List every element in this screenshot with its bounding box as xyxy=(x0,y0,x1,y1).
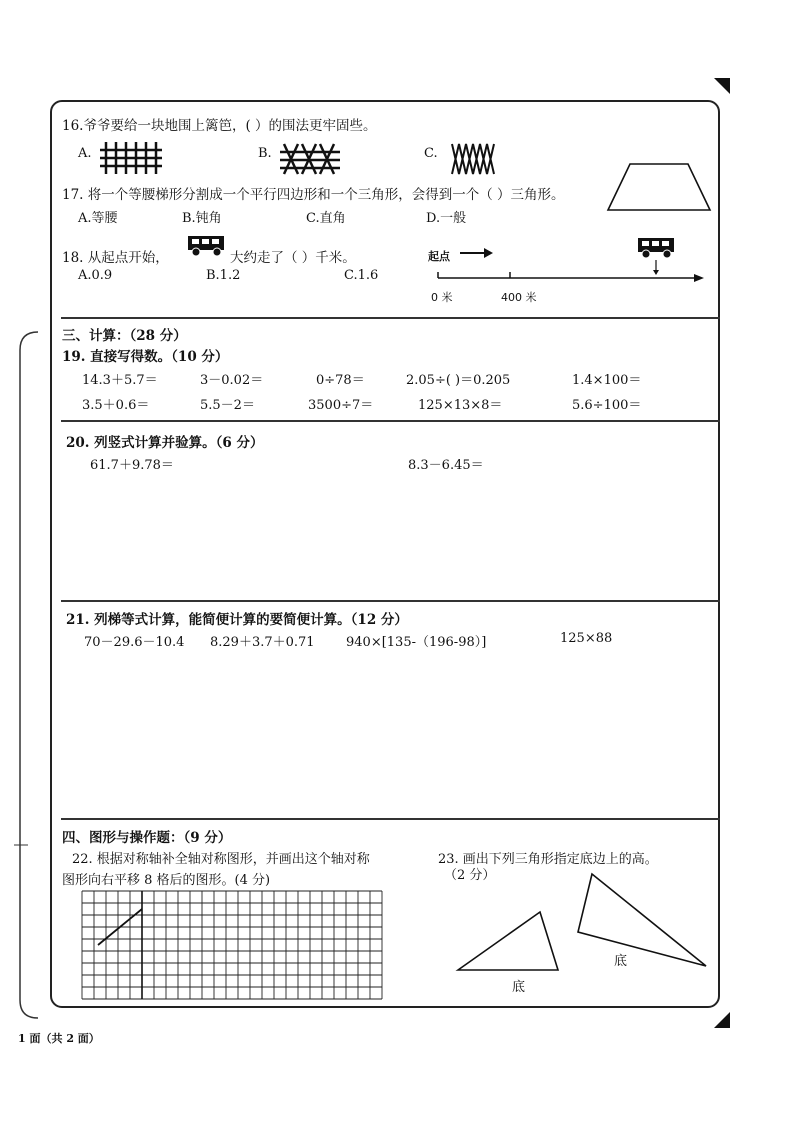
q20-item2: 8.3－6.45＝ xyxy=(408,458,484,473)
divider-2 xyxy=(61,420,720,422)
trapezoid-figure xyxy=(606,162,712,212)
triangle-2 xyxy=(574,870,710,970)
q19-row1-item1: 14.3＋5.7＝ xyxy=(82,373,158,388)
q19-row2-item2: 5.5－2＝ xyxy=(200,398,255,413)
q20-title: 20. 列竖式计算并验算。（6 分） xyxy=(66,435,264,451)
q19-row2-item4: 125×13×8＝ xyxy=(418,398,503,413)
divider-4 xyxy=(61,818,720,820)
q21-item1: 70－29.6－10.4 xyxy=(84,635,185,650)
q17-option-b: B.钝角 xyxy=(182,211,222,226)
q18-option-a: A.0.9 xyxy=(78,268,113,283)
q17-text: 17. 将一个等腰梯形分割成一个平行四边形和一个三角形，会得到一个（ ）三角形。 xyxy=(62,187,565,203)
q21-item4: 125×88 xyxy=(560,631,613,646)
q16-option-a: A. xyxy=(78,146,92,161)
tick-400-label: 400 米 xyxy=(501,291,537,304)
section4-title: 四、图形与操作题：（9 分） xyxy=(62,830,232,846)
car-icon-on-line xyxy=(636,234,678,260)
q19-row1-item3: 0÷78＝ xyxy=(316,373,365,388)
q17-option-a: A.等腰 xyxy=(78,211,118,226)
q20-item1: 61.7＋9.78＝ xyxy=(90,458,174,473)
divider-1 xyxy=(61,317,720,319)
q21-title: 21. 列梯等式计算，能简便计算的要简便计算。（12 分） xyxy=(66,612,408,628)
corner-mark-top-right xyxy=(712,76,732,96)
q19-row2-item3: 3500÷7＝ xyxy=(308,398,374,413)
q17-option-d: D.一般 xyxy=(426,211,467,226)
q19-title: 19. 直接写得数。（10 分） xyxy=(62,349,229,365)
q19-row2-item5: 5.6÷100＝ xyxy=(572,398,642,413)
triangle-1 xyxy=(452,908,564,974)
page-footer: 1 面（共 2 面） xyxy=(18,1032,100,1045)
q18-text-before: 18. 从起点开始， xyxy=(62,250,169,266)
binding-bracket xyxy=(14,330,44,1030)
fence-cross-icon xyxy=(280,142,340,176)
q16-text: 16.爷爷要给一块地围上篱笆，( ）的围法更牢固些。 xyxy=(62,118,377,134)
divider-3 xyxy=(61,600,720,602)
q19-row1-item5: 1.4×100＝ xyxy=(572,373,642,388)
q17-option-c: C.直角 xyxy=(306,211,346,226)
q21-item3: 940×[135-（196-98）] xyxy=(346,635,487,650)
fence-zigzag-icon xyxy=(452,142,494,176)
q21-item2: 8.29＋3.7＋0.71 xyxy=(210,635,315,650)
q19-row1-item4: 2.05÷( )＝0.205 xyxy=(406,373,511,388)
fence-grid-icon xyxy=(100,140,162,176)
q19-row1-item2: 3－0.02＝ xyxy=(200,373,264,388)
q22-line2: 图形向右平移 8 格后的图形。(4 分) xyxy=(62,873,271,888)
base-label-2: 底 xyxy=(614,954,628,969)
q22-line1: 22. 根据对称轴补全轴对称图形，并画出这个轴对称 xyxy=(72,852,370,867)
corner-mark-bottom-right xyxy=(712,1010,732,1030)
section3-title: 三、计算：（28 分） xyxy=(62,328,187,344)
q16-option-b: B. xyxy=(258,146,272,161)
symmetry-grid xyxy=(82,891,384,1001)
q23-line1: 23. 画出下列三角形指定底边上的高。 xyxy=(438,852,658,867)
distance-number-line xyxy=(432,258,708,288)
start-label: 起点 xyxy=(428,250,450,263)
tick-0-label: 0 米 xyxy=(431,291,453,304)
q23-line2: （2 分） xyxy=(444,868,496,883)
q18-option-b: B.1.2 xyxy=(206,268,241,283)
q18-option-c: C.1.6 xyxy=(344,268,379,283)
car-icon xyxy=(186,232,228,258)
q16-option-c: C. xyxy=(424,146,438,161)
q19-row2-item1: 3.5＋0.6＝ xyxy=(82,398,150,413)
base-label-1: 底 xyxy=(512,980,526,995)
q18-text-after: 大约走了（ ）千米。 xyxy=(230,250,356,266)
